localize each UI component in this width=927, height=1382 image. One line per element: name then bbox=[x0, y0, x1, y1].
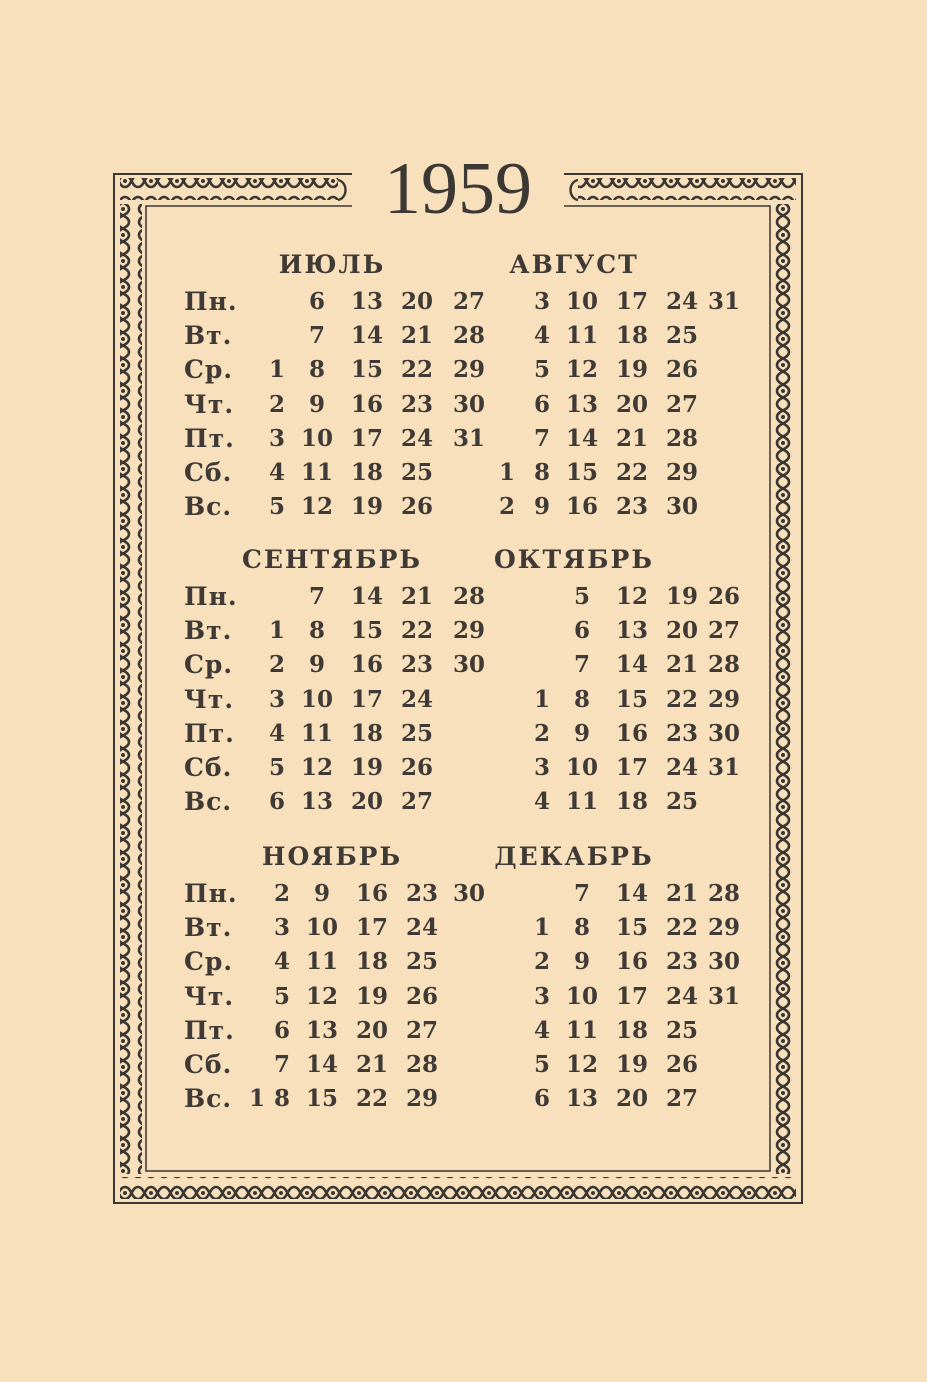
weekday-label: Чт. bbox=[184, 389, 235, 419]
date-cell: 10 bbox=[565, 288, 598, 315]
date-cell: 13 bbox=[350, 288, 383, 315]
date-cell: 1 bbox=[268, 356, 285, 384]
date-cell: 17 bbox=[350, 685, 383, 713]
date-cell: 25 bbox=[405, 948, 438, 976]
date-cell: 27 bbox=[665, 390, 698, 418]
date-cell: 3 bbox=[268, 685, 285, 713]
date-cell: 19 bbox=[665, 583, 698, 610]
weekday-label: Пт. bbox=[184, 1015, 235, 1045]
date-cell: 25 bbox=[665, 788, 698, 816]
date-cell: 20 bbox=[350, 788, 383, 816]
date-cell: 15 bbox=[615, 685, 648, 713]
date-cell: 7 bbox=[273, 1051, 290, 1078]
date-cell: 30 bbox=[452, 880, 485, 907]
date-cell: 11 bbox=[305, 948, 338, 976]
date-cell: 3 bbox=[533, 754, 550, 781]
weekday-label: Вт. bbox=[184, 321, 233, 351]
date-cell: 4 bbox=[533, 322, 550, 350]
date-cell: 12 bbox=[305, 982, 338, 1010]
date-cell: 26 bbox=[707, 583, 740, 610]
date-cell: 10 bbox=[300, 685, 333, 713]
date-cell: 28 bbox=[707, 651, 740, 679]
weekday-label: Вс. bbox=[184, 492, 233, 522]
date-cell: 16 bbox=[350, 651, 383, 679]
date-cell: 5 bbox=[573, 583, 590, 610]
date-cell: 8 bbox=[573, 685, 590, 713]
date-cell: 30 bbox=[707, 948, 740, 976]
date-cell: 22 bbox=[665, 685, 698, 713]
date-cell: 28 bbox=[707, 880, 740, 907]
date-cell: 24 bbox=[665, 754, 698, 781]
date-cell: 10 bbox=[305, 914, 338, 942]
date-cell: 30 bbox=[452, 390, 485, 418]
date-cell: 18 bbox=[615, 322, 648, 350]
weekday-label: Ср. bbox=[184, 947, 234, 977]
date-cell: 20 bbox=[400, 288, 433, 315]
date-cell: 24 bbox=[665, 288, 698, 315]
weekday-label: Вс. bbox=[184, 787, 233, 817]
date-cell: 8 bbox=[573, 914, 590, 942]
date-cell: 17 bbox=[615, 982, 648, 1010]
weekday-label: Ср. bbox=[184, 355, 234, 385]
date-cell: 12 bbox=[565, 356, 598, 384]
date-cell: 22 bbox=[355, 1085, 388, 1113]
date-cell: 21 bbox=[400, 583, 433, 610]
date-cell: 28 bbox=[452, 583, 485, 610]
date-cell: 4 bbox=[533, 1016, 550, 1044]
date-cell: 28 bbox=[452, 322, 485, 350]
date-cell: 9 bbox=[308, 651, 325, 679]
date-cell: 30 bbox=[452, 651, 485, 679]
date-cell: 7 bbox=[308, 583, 325, 610]
date-cell: 29 bbox=[707, 685, 740, 713]
weekday-label: Сб. bbox=[184, 1050, 233, 1079]
date-cell: 1 bbox=[533, 914, 550, 942]
date-cell: 8 bbox=[308, 617, 325, 645]
month-name: ДЕКАБРЬ bbox=[494, 842, 654, 871]
date-cell: 23 bbox=[400, 651, 433, 679]
weekday-label: Сб. bbox=[184, 753, 233, 782]
date-cell: 6 bbox=[268, 788, 285, 816]
date-cell: 30 bbox=[665, 493, 698, 521]
braid-left bbox=[120, 204, 142, 1174]
date-cell: 19 bbox=[350, 754, 383, 781]
weekday-label: Вс. bbox=[184, 1084, 233, 1114]
date-cell: 9 bbox=[573, 719, 590, 747]
date-cell: 20 bbox=[665, 617, 698, 645]
date-cell: 7 bbox=[573, 651, 590, 679]
date-cell: 11 bbox=[300, 459, 333, 486]
date-cell: 26 bbox=[665, 356, 698, 384]
date-cell: 16 bbox=[565, 493, 598, 521]
date-cell: 1 bbox=[533, 685, 550, 713]
date-cell: 7 bbox=[573, 880, 590, 907]
date-cell: 9 bbox=[573, 948, 590, 976]
date-cell: 6 bbox=[308, 288, 325, 315]
date-cell: 19 bbox=[350, 493, 383, 521]
date-cell: 1 bbox=[248, 1085, 265, 1113]
date-cell: 28 bbox=[665, 424, 698, 452]
date-cell: 11 bbox=[565, 322, 598, 350]
braid-bottom bbox=[120, 1177, 796, 1199]
weekday-label: Пн. bbox=[184, 287, 238, 316]
date-cell: 13 bbox=[565, 1085, 598, 1113]
date-cell: 14 bbox=[615, 651, 648, 679]
date-cell: 17 bbox=[355, 914, 388, 942]
date-cell: 13 bbox=[615, 617, 648, 645]
date-cell: 8 bbox=[533, 459, 550, 486]
date-cell: 29 bbox=[452, 356, 485, 384]
date-cell: 24 bbox=[400, 424, 433, 452]
date-cell: 27 bbox=[665, 1085, 698, 1113]
date-cell: 6 bbox=[533, 1085, 550, 1113]
weekday-label: Чт. bbox=[184, 684, 235, 714]
date-cell: 22 bbox=[400, 356, 433, 384]
weekday-label: Сб. bbox=[184, 458, 233, 487]
calendar-card bbox=[112, 148, 804, 1205]
date-cell: 5 bbox=[533, 356, 550, 384]
date-cell: 18 bbox=[350, 719, 383, 747]
date-cell: 10 bbox=[565, 982, 598, 1010]
date-cell: 23 bbox=[665, 948, 698, 976]
date-cell: 27 bbox=[405, 1016, 438, 1044]
date-cell: 14 bbox=[565, 424, 598, 452]
date-cell: 11 bbox=[565, 788, 598, 816]
braid-top-right bbox=[578, 178, 796, 200]
date-cell: 16 bbox=[615, 719, 648, 747]
weekday-label: Вт. bbox=[184, 913, 233, 943]
date-cell: 3 bbox=[533, 982, 550, 1010]
date-cell: 18 bbox=[615, 788, 648, 816]
date-cell: 24 bbox=[665, 982, 698, 1010]
date-cell: 8 bbox=[308, 356, 325, 384]
date-cell: 30 bbox=[707, 719, 740, 747]
date-cell: 11 bbox=[565, 1016, 598, 1044]
weekday-label: Вт. bbox=[184, 616, 233, 646]
date-cell: 23 bbox=[405, 880, 438, 907]
date-cell: 24 bbox=[405, 914, 438, 942]
date-cell: 17 bbox=[615, 754, 648, 781]
date-cell: 22 bbox=[665, 914, 698, 942]
date-cell: 12 bbox=[615, 583, 648, 610]
date-cell: 15 bbox=[350, 356, 383, 384]
date-cell: 23 bbox=[400, 390, 433, 418]
date-cell: 23 bbox=[615, 493, 648, 521]
date-cell: 14 bbox=[350, 322, 383, 350]
date-cell: 14 bbox=[350, 583, 383, 610]
date-cell: 9 bbox=[313, 880, 330, 907]
date-cell: 31 bbox=[452, 424, 485, 452]
date-cell: 19 bbox=[615, 1051, 648, 1078]
date-cell: 19 bbox=[615, 356, 648, 384]
month-name: ОКТЯБРЬ bbox=[494, 545, 654, 574]
date-cell: 3 bbox=[268, 424, 285, 452]
date-cell: 4 bbox=[273, 948, 290, 976]
date-cell: 26 bbox=[405, 982, 438, 1010]
year-title: 1959 bbox=[384, 148, 532, 230]
month-name: ИЮЛЬ bbox=[278, 250, 386, 279]
date-cell: 20 bbox=[615, 1085, 648, 1113]
date-cell: 8 bbox=[273, 1085, 290, 1113]
date-cell: 2 bbox=[498, 493, 515, 521]
date-cell: 23 bbox=[665, 719, 698, 747]
date-cell: 12 bbox=[565, 1051, 598, 1078]
date-cell: 17 bbox=[350, 424, 383, 452]
date-cell: 5 bbox=[273, 982, 290, 1010]
date-cell: 29 bbox=[452, 617, 485, 645]
date-cell: 2 bbox=[268, 390, 285, 418]
date-cell: 14 bbox=[305, 1051, 338, 1078]
date-cell: 6 bbox=[573, 617, 590, 645]
weekday-label: Пт. bbox=[184, 718, 235, 748]
date-cell: 31 bbox=[707, 288, 740, 315]
month-name: АВГУСТ bbox=[509, 250, 639, 279]
date-cell: 26 bbox=[400, 493, 433, 521]
date-cell: 27 bbox=[400, 788, 433, 816]
date-cell: 2 bbox=[268, 651, 285, 679]
date-cell: 25 bbox=[400, 459, 433, 486]
weekday-label: Пн. bbox=[184, 879, 238, 908]
date-cell: 15 bbox=[615, 914, 648, 942]
date-cell: 4 bbox=[533, 788, 550, 816]
date-cell: 11 bbox=[300, 719, 333, 747]
date-cell: 1 bbox=[268, 617, 285, 645]
date-cell: 7 bbox=[308, 322, 325, 350]
date-cell: 3 bbox=[273, 914, 290, 942]
date-cell: 22 bbox=[400, 617, 433, 645]
date-cell: 15 bbox=[350, 617, 383, 645]
date-cell: 29 bbox=[405, 1085, 438, 1113]
date-cell: 13 bbox=[300, 788, 333, 816]
braid-right bbox=[774, 204, 796, 1174]
date-cell: 28 bbox=[405, 1051, 438, 1078]
date-cell: 18 bbox=[350, 459, 383, 486]
date-cell: 27 bbox=[452, 288, 485, 315]
date-cell: 13 bbox=[565, 390, 598, 418]
date-cell: 5 bbox=[533, 1051, 550, 1078]
date-cell: 16 bbox=[355, 880, 388, 907]
date-cell: 3 bbox=[533, 288, 550, 315]
date-cell: 14 bbox=[615, 880, 648, 907]
date-cell: 21 bbox=[355, 1051, 388, 1078]
date-cell: 31 bbox=[707, 982, 740, 1010]
date-cell: 4 bbox=[268, 459, 285, 486]
date-cell: 9 bbox=[533, 493, 550, 521]
date-cell: 16 bbox=[350, 390, 383, 418]
date-cell: 18 bbox=[615, 1016, 648, 1044]
date-cell: 21 bbox=[400, 322, 433, 350]
date-cell: 7 bbox=[533, 424, 550, 452]
date-cell: 21 bbox=[665, 880, 698, 907]
date-cell: 21 bbox=[665, 651, 698, 679]
date-cell: 29 bbox=[665, 459, 698, 486]
weekday-label: Пт. bbox=[184, 423, 235, 453]
month-name: НОЯБРЬ bbox=[261, 842, 403, 871]
date-cell: 2 bbox=[273, 880, 290, 907]
date-cell: 22 bbox=[615, 459, 648, 486]
weekday-label: Чт. bbox=[184, 981, 235, 1011]
date-cell: 17 bbox=[615, 288, 648, 315]
date-cell: 25 bbox=[665, 322, 698, 350]
date-cell: 5 bbox=[268, 754, 285, 781]
date-cell: 25 bbox=[400, 719, 433, 747]
date-cell: 20 bbox=[355, 1016, 388, 1044]
date-cell: 4 bbox=[268, 719, 285, 747]
date-cell: 24 bbox=[400, 685, 433, 713]
weekday-label: Пн. bbox=[184, 582, 238, 611]
weekday-label: Ср. bbox=[184, 650, 234, 680]
date-cell: 13 bbox=[305, 1016, 338, 1044]
date-cell: 26 bbox=[665, 1051, 698, 1078]
date-cell: 9 bbox=[308, 390, 325, 418]
date-cell: 16 bbox=[615, 948, 648, 976]
date-cell: 18 bbox=[355, 948, 388, 976]
date-cell: 15 bbox=[305, 1085, 338, 1113]
date-cell: 1 bbox=[498, 459, 515, 486]
date-cell: 10 bbox=[300, 424, 333, 452]
date-cell: 6 bbox=[273, 1016, 290, 1044]
date-cell: 12 bbox=[300, 493, 333, 521]
month-name: СЕНТЯБРЬ bbox=[241, 545, 422, 574]
date-cell: 10 bbox=[565, 754, 598, 781]
date-cell: 26 bbox=[400, 754, 433, 781]
date-cell: 19 bbox=[355, 982, 388, 1010]
date-cell: 15 bbox=[565, 459, 598, 486]
date-cell: 6 bbox=[533, 390, 550, 418]
date-cell: 25 bbox=[665, 1016, 698, 1044]
date-cell: 12 bbox=[300, 754, 333, 781]
date-cell: 5 bbox=[268, 493, 285, 521]
date-cell: 2 bbox=[533, 948, 550, 976]
date-cell: 31 bbox=[707, 754, 740, 781]
date-cell: 21 bbox=[615, 424, 648, 452]
date-cell: 20 bbox=[615, 390, 648, 418]
date-cell: 29 bbox=[707, 914, 740, 942]
date-cell: 2 bbox=[533, 719, 550, 747]
braid-top-left bbox=[120, 178, 338, 200]
date-cell: 27 bbox=[707, 617, 740, 645]
